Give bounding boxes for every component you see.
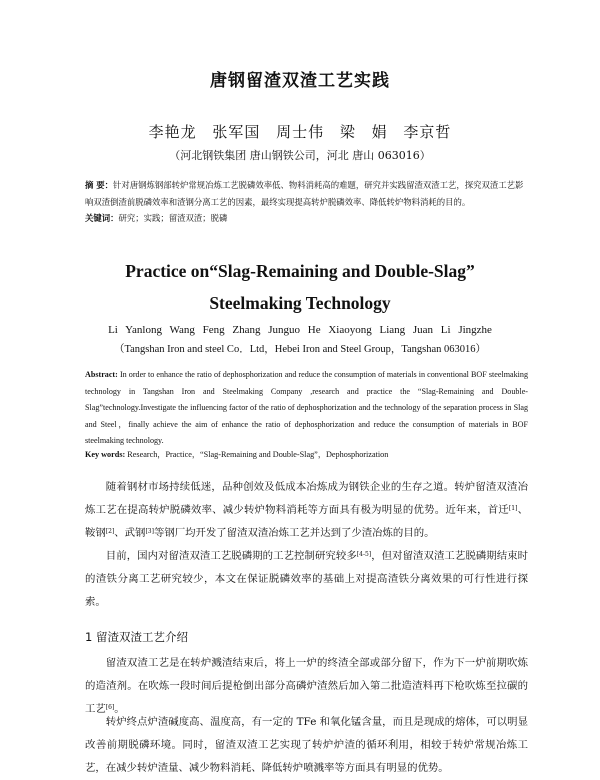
chinese-abstract — [85, 177, 530, 227]
chinese-keywords-label: 关键词： — [85, 213, 119, 223]
english-abstract-label: Abstract: — [85, 370, 118, 379]
english-title-line1: Practice on“Slag-Remaining and Double-Slag” — [125, 261, 475, 281]
section-heading-1: 1 留渣双渣工艺介绍 — [85, 630, 188, 644]
text-run: 等钢厂均开发了留渣双渣冶炼工艺并达到了少渣冶炼的目的。 — [153, 527, 435, 539]
english-keywords-label: Key words: — [85, 450, 126, 459]
english-keywords-line — [85, 449, 528, 460]
chinese-authors: 李艳龙 张军国 周士伟 梁 娟 李京哲 — [148, 123, 452, 141]
citation-ref: [1] — [508, 505, 518, 512]
chinese-title: 唐钢留渣双渣工艺实践 — [210, 71, 390, 91]
text-run: 、鞍钢 — [85, 504, 529, 539]
english-authors: Li Yanlong Wang Feng Zhang Junguo He Xiaoyong Liang Juan Li Jingzhe — [108, 324, 492, 336]
citation-ref: [2] — [105, 528, 115, 535]
text-run: 、武钢 — [114, 527, 146, 539]
text-run: 。 — [114, 703, 125, 715]
body-paragraph-2 — [85, 545, 528, 614]
chinese-keywords: 研究；实践；留渣双渣；脱磷 — [118, 213, 228, 223]
citation-ref: [6] — [105, 704, 115, 711]
english-abstract-text: In order to enhance the ratio of dephosphorization and reduce the consumption of materials in conventional BOF steelmaking technology in Tangshan Iron and Steelmaking Company ,research and practice the “Slag-Remaining and Double-Slag”technology.Investigate the influencing factor of the ratio of dephosphorization and the technology of the separation process in Slag and Steel，finally achieve the aim of enhance the ratio of dephosphorization and reduce the consumption of materials in BOF steelmaking technology. — [85, 370, 528, 446]
body-paragraph-1 — [85, 476, 528, 545]
english-title-line2: Steelmaking Technology — [209, 293, 391, 313]
chinese-abstract-text: 针对唐钢炼钢部转炉常规冶炼工艺脱磷效率低、物料消耗高的难题，研究并实践留渣双渣工艺，探究双渣工艺影响双渣倒渣前脱磷效率和渣钢分离工艺的因素，最终实现提高转炉脱磷效率、降低转炉物料消耗的目的。 — [85, 180, 524, 207]
paragraph-text: 转炉终点炉渣碱度高、温度高，有一定的 TFe 和氧化锰含量，而且是现成的熔体，可以明显改善前期脱磷环境。同时，留渣双渣工艺实现了转炉炉渣的循环利用，相较于转炉常规冶炼工艺，在减少转炉渣量、减少物料消耗、降低转炉喷溅率等方面具有明显的优势。 — [85, 716, 528, 774]
english-keywords: Research，Practice，“Slag-Remaining and Double-Slag”，Dephosphorization — [125, 450, 389, 459]
body-paragraph-4 — [85, 711, 528, 780]
text-run: 随着钢材市场持续低迷，品种创效及低成本冶炼成为钢铁企业的生存之道。转炉留渣双渣冶炼工艺在提高转炉脱磷效率、减少转炉物料消耗等方面具有极为明显的优势。近年来，首迁 — [85, 481, 528, 516]
citation-ref: [4-5] — [356, 551, 372, 558]
english-abstract — [85, 367, 528, 450]
chinese-affiliation: （河北钢铁集团 唐山钢铁公司，河北 唐山 063016） — [169, 149, 431, 162]
text-run: 目前，国内对留渣双渣工艺脱磷期的工艺控制研究较多 — [105, 550, 357, 562]
citation-ref: [3] — [145, 528, 154, 535]
english-affiliation: （Tangshan Iron and steel Co．Ltd，Hebei Iron and Steel Group，Tangshan 063016） — [113, 344, 487, 355]
text-run: 留渣双渣工艺是在转炉溅渣结束后，将上一炉的终渣全部或部分留下，作为下一炉前期吹炼的造渣剂。在吹炼一段时间后提枪倒出部分高磷炉渣然后加入第二批造渣料再下枪吹炼至拉碳的工艺 — [85, 657, 528, 715]
chinese-abstract-label: 摘 要： — [85, 180, 114, 190]
text-run: ，但对留渣双渣工艺脱磷期结束时的渣铁分离工艺研究较少，本文在保证脱磷效率的基础上对提高渣铁分离效果的可行性进行探索。 — [85, 550, 529, 608]
